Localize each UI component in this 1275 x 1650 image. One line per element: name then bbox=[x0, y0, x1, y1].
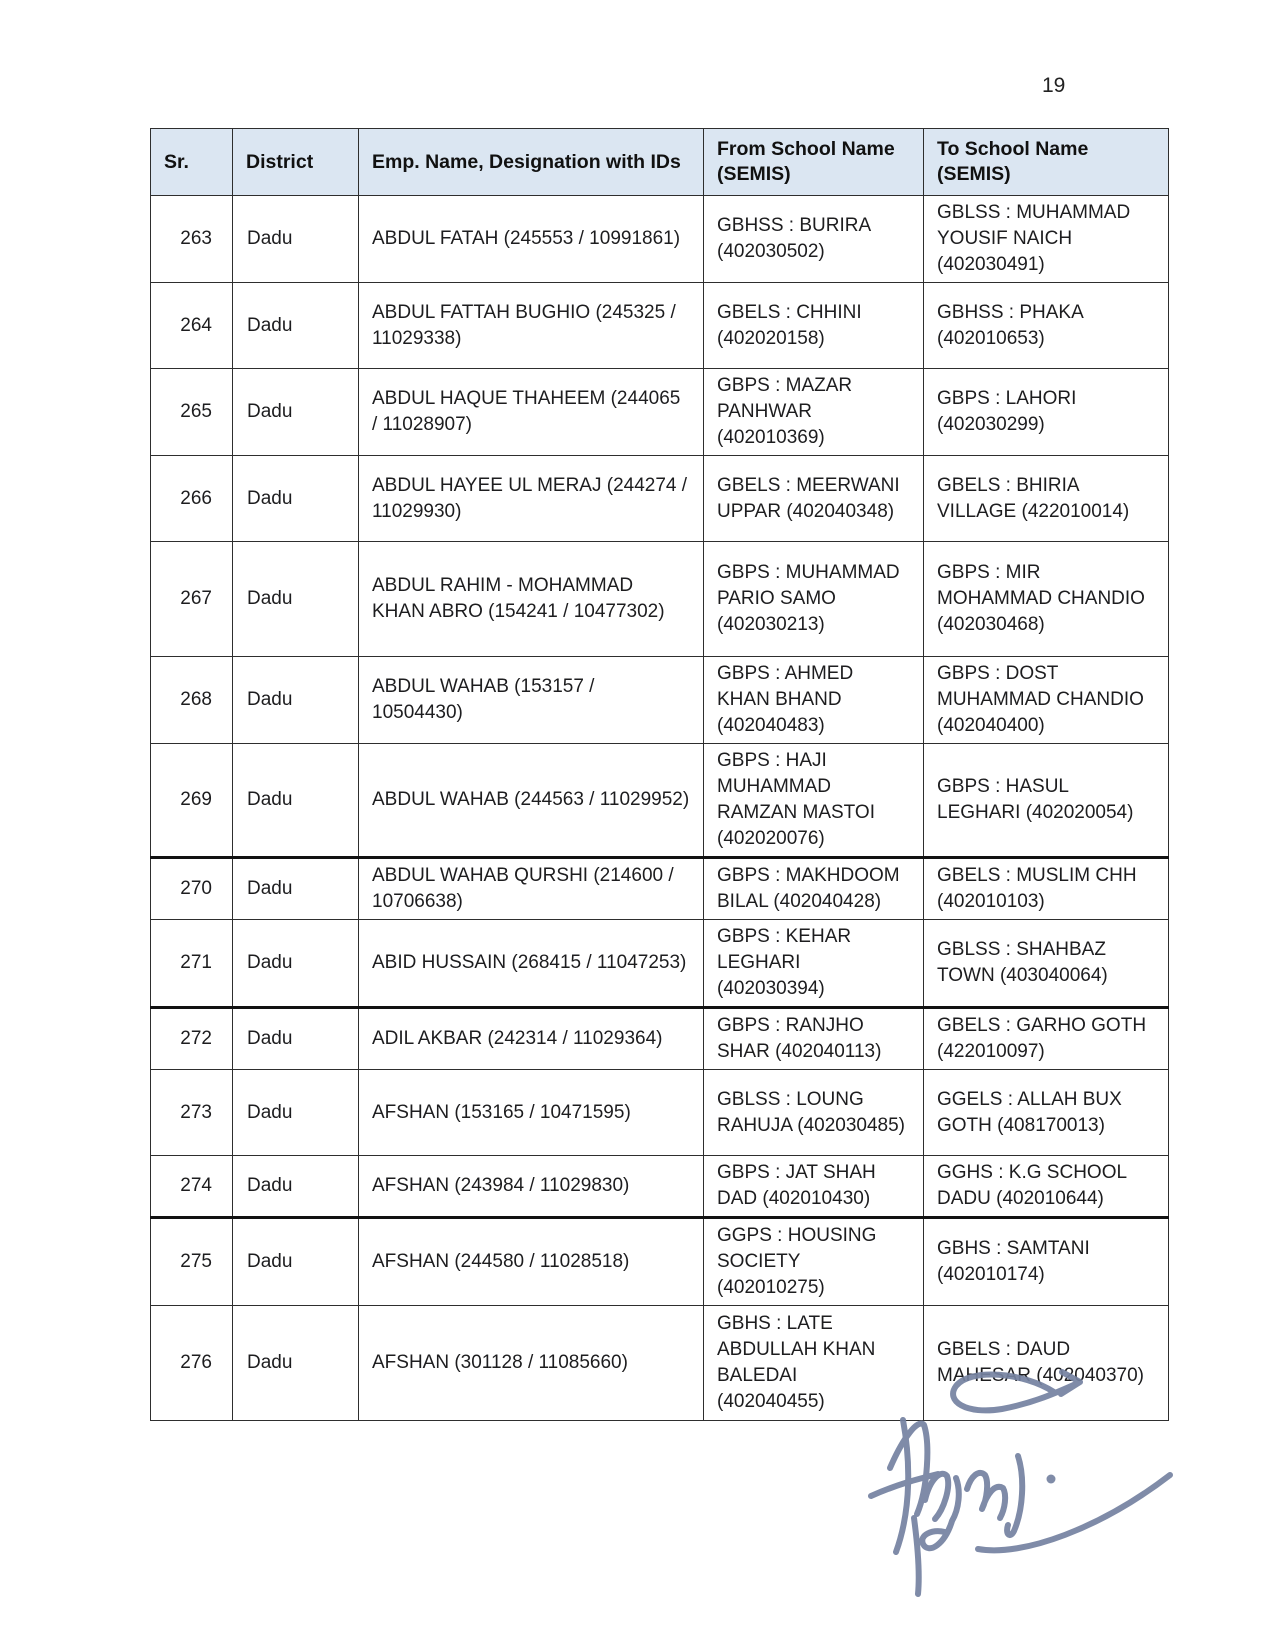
cell-emp: ABDUL WAHAB (244563 / 11029952) bbox=[359, 744, 704, 858]
table-row bbox=[151, 283, 1169, 369]
table-header bbox=[151, 129, 1169, 196]
table-row bbox=[151, 1156, 1169, 1218]
table-row bbox=[151, 542, 1169, 657]
cell-sr: 266 bbox=[151, 456, 233, 542]
cell-emp: AFSHAN (301128 / 11085660) bbox=[359, 1306, 704, 1421]
cell-sr: 267 bbox=[151, 542, 233, 657]
cell-from: GBPS : HAJI MUHAMMAD RAMZAN MASTOI (402020076) bbox=[704, 744, 924, 858]
table-row bbox=[151, 369, 1169, 456]
cell-dist: Dadu bbox=[233, 456, 359, 542]
cell-sr: 270 bbox=[151, 858, 233, 920]
table-row bbox=[151, 920, 1169, 1008]
header-emp-name: Emp. Name, Designation with IDs bbox=[359, 129, 704, 196]
header-row bbox=[151, 129, 1169, 196]
cell-dist: Dadu bbox=[233, 283, 359, 369]
table-row bbox=[151, 1008, 1169, 1070]
cell-emp: ABDUL WAHAB QURSHI (214600 / 10706638) bbox=[359, 858, 704, 920]
cell-sr: 272 bbox=[151, 1008, 233, 1070]
cell-from: GBPS : MUHAMMAD PARIO SAMO (402030213) bbox=[704, 542, 924, 657]
cell-sr: 269 bbox=[151, 744, 233, 858]
cell-from: GBPS : RANJHO SHAR (402040113) bbox=[704, 1008, 924, 1070]
cell-from: GBPS : MAZAR PANHWAR (402010369) bbox=[704, 369, 924, 456]
cell-from: GBPS : MAKHDOOM BILAL (402040428) bbox=[704, 858, 924, 920]
table-row bbox=[151, 196, 1169, 283]
cell-to: GBELS : DAUD MAHESAR (402040370) bbox=[924, 1306, 1169, 1421]
table-row bbox=[151, 1218, 1169, 1306]
cell-sr: 264 bbox=[151, 283, 233, 369]
cell-to: GGHS : K.G SCHOOL DADU (402010644) bbox=[924, 1156, 1169, 1218]
cell-sr: 263 bbox=[151, 196, 233, 283]
table-row bbox=[151, 858, 1169, 920]
teacher-transfer-table bbox=[150, 128, 1169, 1421]
cell-from: GBPS : JAT SHAH DAD (402010430) bbox=[704, 1156, 924, 1218]
page-number: 19 bbox=[1042, 74, 1066, 97]
cell-dist: Dadu bbox=[233, 920, 359, 1008]
cell-dist: Dadu bbox=[233, 1008, 359, 1070]
cell-to: GBPS : LAHORI (402030299) bbox=[924, 369, 1169, 456]
cell-emp: ABDUL FATAH (245553 / 10991861) bbox=[359, 196, 704, 283]
cell-to: GBPS : HASUL LEGHARI (402020054) bbox=[924, 744, 1169, 858]
cell-sr: 276 bbox=[151, 1306, 233, 1421]
cell-from: GBHSS : BURIRA (402030502) bbox=[704, 196, 924, 283]
cell-to: GBELS : GARHO GOTH (422010097) bbox=[924, 1008, 1169, 1070]
header-to-school: To School Name (SEMIS) bbox=[924, 129, 1169, 196]
cell-sr: 265 bbox=[151, 369, 233, 456]
cell-to: GBLSS : SHAHBAZ TOWN (403040064) bbox=[924, 920, 1169, 1008]
cell-dist: Dadu bbox=[233, 744, 359, 858]
cell-emp: ABDUL HAYEE UL MERAJ (244274 / 11029930) bbox=[359, 456, 704, 542]
cell-emp: ABDUL RAHIM - MOHAMMAD KHAN ABRO (154241 / 10477302) bbox=[359, 542, 704, 657]
table-row bbox=[151, 657, 1169, 744]
cell-from: GBHS : LATE ABDULLAH KHAN BALEDAI (402040455) bbox=[704, 1306, 924, 1421]
table-row bbox=[151, 1306, 1169, 1421]
cell-dist: Dadu bbox=[233, 196, 359, 283]
cell-emp: ABDUL WAHAB (153157 / 10504430) bbox=[359, 657, 704, 744]
cell-to: GBLSS : MUHAMMAD YOUSIF NAICH (402030491) bbox=[924, 196, 1169, 283]
cell-from: GBLSS : LOUNG RAHUJA (402030485) bbox=[704, 1070, 924, 1156]
cell-from: GGPS : HOUSING SOCIETY (402010275) bbox=[704, 1218, 924, 1306]
cell-to: GGELS : ALLAH BUX GOTH (408170013) bbox=[924, 1070, 1169, 1156]
cell-emp: ABDUL HAQUE THAHEEM (244065 / 11028907) bbox=[359, 369, 704, 456]
cell-to: GBELS : MUSLIM CHH (402010103) bbox=[924, 858, 1169, 920]
cell-emp: AFSHAN (244580 / 11028518) bbox=[359, 1218, 704, 1306]
cell-to: GBPS : MIR MOHAMMAD CHANDIO (402030468) bbox=[924, 542, 1169, 657]
cell-from: GBPS : AHMED KHAN BHAND (402040483) bbox=[704, 657, 924, 744]
header-sr: Sr. bbox=[151, 129, 233, 196]
cell-emp: ABID HUSSAIN (268415 / 11047253) bbox=[359, 920, 704, 1008]
cell-dist: Dadu bbox=[233, 1070, 359, 1156]
cell-sr: 275 bbox=[151, 1218, 233, 1306]
table-row bbox=[151, 1070, 1169, 1156]
cell-emp: AFSHAN (243984 / 11029830) bbox=[359, 1156, 704, 1218]
cell-to: GBHS : SAMTANI (402010174) bbox=[924, 1218, 1169, 1306]
cell-sr: 274 bbox=[151, 1156, 233, 1218]
cell-emp: AFSHAN (153165 / 10471595) bbox=[359, 1070, 704, 1156]
cell-sr: 271 bbox=[151, 920, 233, 1008]
cell-emp: ABDUL FATTAH BUGHIO (245325 / 11029338) bbox=[359, 283, 704, 369]
header-from-school: From School Name (SEMIS) bbox=[704, 129, 924, 196]
cell-sr: 268 bbox=[151, 657, 233, 744]
table-body bbox=[151, 196, 1169, 1421]
cell-dist: Dadu bbox=[233, 858, 359, 920]
table-row bbox=[151, 456, 1169, 542]
cell-dist: Dadu bbox=[233, 657, 359, 744]
cell-to: GBELS : BHIRIA VILLAGE (422010014) bbox=[924, 456, 1169, 542]
cell-from: GBPS : KEHAR LEGHARI (402030394) bbox=[704, 920, 924, 1008]
cell-emp: ADIL AKBAR (242314 / 11029364) bbox=[359, 1008, 704, 1070]
header-district: District bbox=[233, 129, 359, 196]
cell-dist: Dadu bbox=[233, 1306, 359, 1421]
cell-to: GBHSS : PHAKA (402010653) bbox=[924, 283, 1169, 369]
cell-dist: Dadu bbox=[233, 1156, 359, 1218]
cell-dist: Dadu bbox=[233, 1218, 359, 1306]
table-row bbox=[151, 744, 1169, 858]
cell-dist: Dadu bbox=[233, 542, 359, 657]
cell-from: GBELS : MEERWANI UPPAR (402040348) bbox=[704, 456, 924, 542]
cell-sr: 273 bbox=[151, 1070, 233, 1156]
cell-from: GBELS : CHHINI (402020158) bbox=[704, 283, 924, 369]
cell-dist: Dadu bbox=[233, 369, 359, 456]
cell-to: GBPS : DOST MUHAMMAD CHANDIO (402040400) bbox=[924, 657, 1169, 744]
